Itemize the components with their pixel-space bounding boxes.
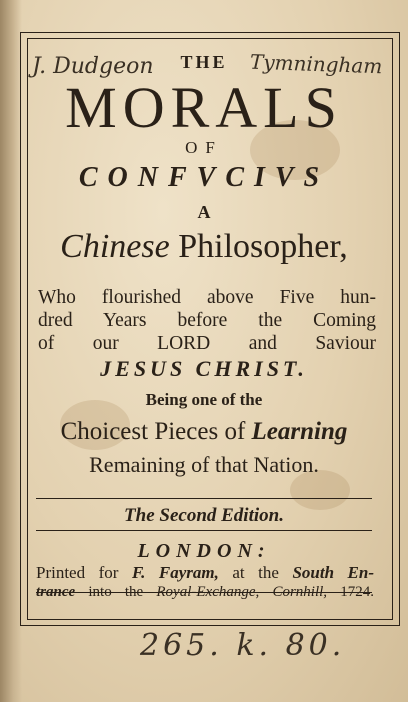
- imprint-place: LONDON:: [137, 540, 271, 562]
- edition-line: The Second Edition.: [124, 505, 284, 526]
- title-a: A: [197, 202, 211, 222]
- description-line-3: of our LORD and Saviour: [38, 333, 376, 354]
- rule-bottom: [36, 592, 372, 593]
- printed-for: Printed for: [36, 563, 132, 582]
- rule-top: [36, 498, 372, 499]
- title-chinese-philosopher: [0, 228, 408, 266]
- choicest-text: Choicest Pieces of: [60, 418, 252, 445]
- remaining-line: Remaining of that Nation.: [89, 452, 319, 477]
- jesus-christ-line: JESUS CHRIST.: [100, 356, 308, 381]
- at-the: at the: [218, 563, 293, 582]
- description-line-1: Who flourished above Five hun-: [38, 287, 376, 308]
- title-the: THE: [180, 52, 228, 72]
- imprint-line-1: [36, 563, 374, 583]
- being-line: Being one of the: [145, 390, 263, 409]
- imprint-year: 1724.: [327, 584, 374, 600]
- title-of: OF: [185, 138, 223, 157]
- chinese-word: Chinese: [60, 228, 170, 265]
- into-the: into the: [75, 584, 157, 600]
- philosopher-word: Philosopher,: [169, 228, 348, 265]
- owner-signature-left: J. Dudgeon: [32, 54, 154, 79]
- cornhill: Cornhill,: [259, 584, 328, 600]
- title-confucius: CONFVCIVS: [78, 162, 330, 193]
- royal-exchange: Royal-Exchange,: [156, 584, 260, 600]
- rule-middle: [36, 530, 372, 531]
- learning-word: Learning: [251, 418, 348, 445]
- choicest-line: [0, 418, 408, 446]
- owner-signature-right: Tymningham: [249, 49, 383, 79]
- shelfmark: 265. k. 80.: [140, 628, 346, 663]
- south-entrance: South En-: [292, 563, 374, 582]
- title-morals: MORALS: [65, 75, 343, 140]
- trance-word: trance: [36, 584, 76, 600]
- description-line-2: dred Years before the Coming: [38, 310, 376, 331]
- printer-name: F. Fayram,: [131, 563, 219, 582]
